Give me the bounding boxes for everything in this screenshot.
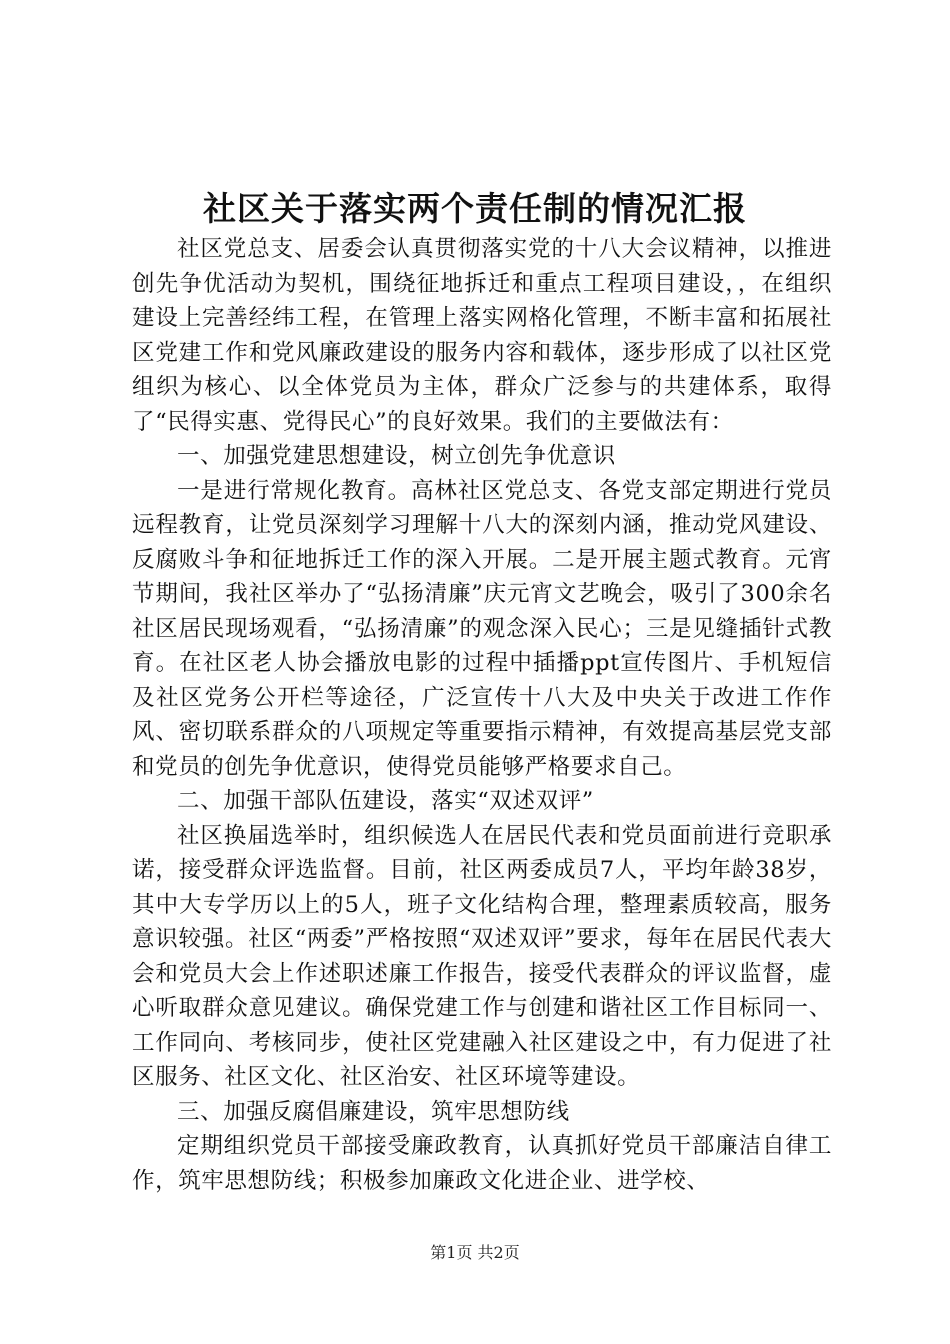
paragraph-section-3: 定期组织党员干部接受廉政教育，认真抓好党员干部廉洁自律工作，筑牢思想防线；积极参加廉政文化进企业、进学校、	[132, 1133, 832, 1194]
page-number-footer: 第1页 共2页	[430, 1243, 520, 1262]
paragraph-intro: 社区党总支、居委会认真贯彻落实党的十八大会议精神，以推进创先争优活动为契机，围绕征地拆迁和重点工程项目建设，，在组织建设上完善经纬工程，在管理上落实网格化管理，不断丰富和拓展社区党建工作和党风廉政建设的服务内容和载体，逐步形成了以社区党组织为核心、以全体党员为主体，群众广泛参与的共建体系，取得了“民得实惠、党得民心”的良好效果。我们的主要做法有：	[132, 236, 832, 435]
section-heading-2: 二、加强干部队伍建设，落实“双述双评”	[177, 788, 594, 814]
section-heading-3: 三、加强反腐倡廉建设，筑牢思想防线	[177, 1098, 570, 1125]
document-body	[132, 232, 832, 1198]
section-heading-1: 一、加强党建思想建设，树立创先争优意识	[177, 443, 616, 469]
paragraph-section-1: 一是进行常规化教育。高林社区党总支、各党支部定期进行党员远程教育，让党员深刻学习理解十八大的深刻内涵，推动党风建设、反腐败斗争和征地拆迁工作的深入开展。二是开展主题式教育。元宵节期间，我社区举办了“弘扬清廉”庆元宵文艺晚会，吸引了300余名社区居民现场观看，“弘扬清廉”的观念深入民心；三是见缝插针式教育。在社区老人协会播放电影的过程中插播ppt宣传图片、手机短信及社区党务公开栏等途径，广泛宣传十八大及中央关于改进工作作风、密切联系群众的八项规定等重要指示精神，有效提高基层党支部和党员的创先争优意识，使得党员能够严格要求自己。	[132, 477, 832, 780]
paragraph-section-2: 社区换届选举时，组织候选人在居民代表和党员面前进行竞职承诺，接受群众评选监督。目前，社区两委成员7人，平均年龄38岁，其中大专学历以上的5人，班子文化结构合理，整理素质较高，服务意识较强。社区“两委”严格按照“双述双评”要求，每年在居民代表大会和党员大会上作述职述廉工作报告，接受代表群众的评议监督，虚心听取群众意见建议。确保党建工作与创建和谐社区工作目标同一、工作同向、考核同步，使社区党建融入社区建设之中，有力促进了社区服务、社区文化、社区治安、社区环境等建设。	[132, 822, 832, 1090]
document-title: 社区关于落实两个责任制的情况汇报	[203, 189, 747, 228]
